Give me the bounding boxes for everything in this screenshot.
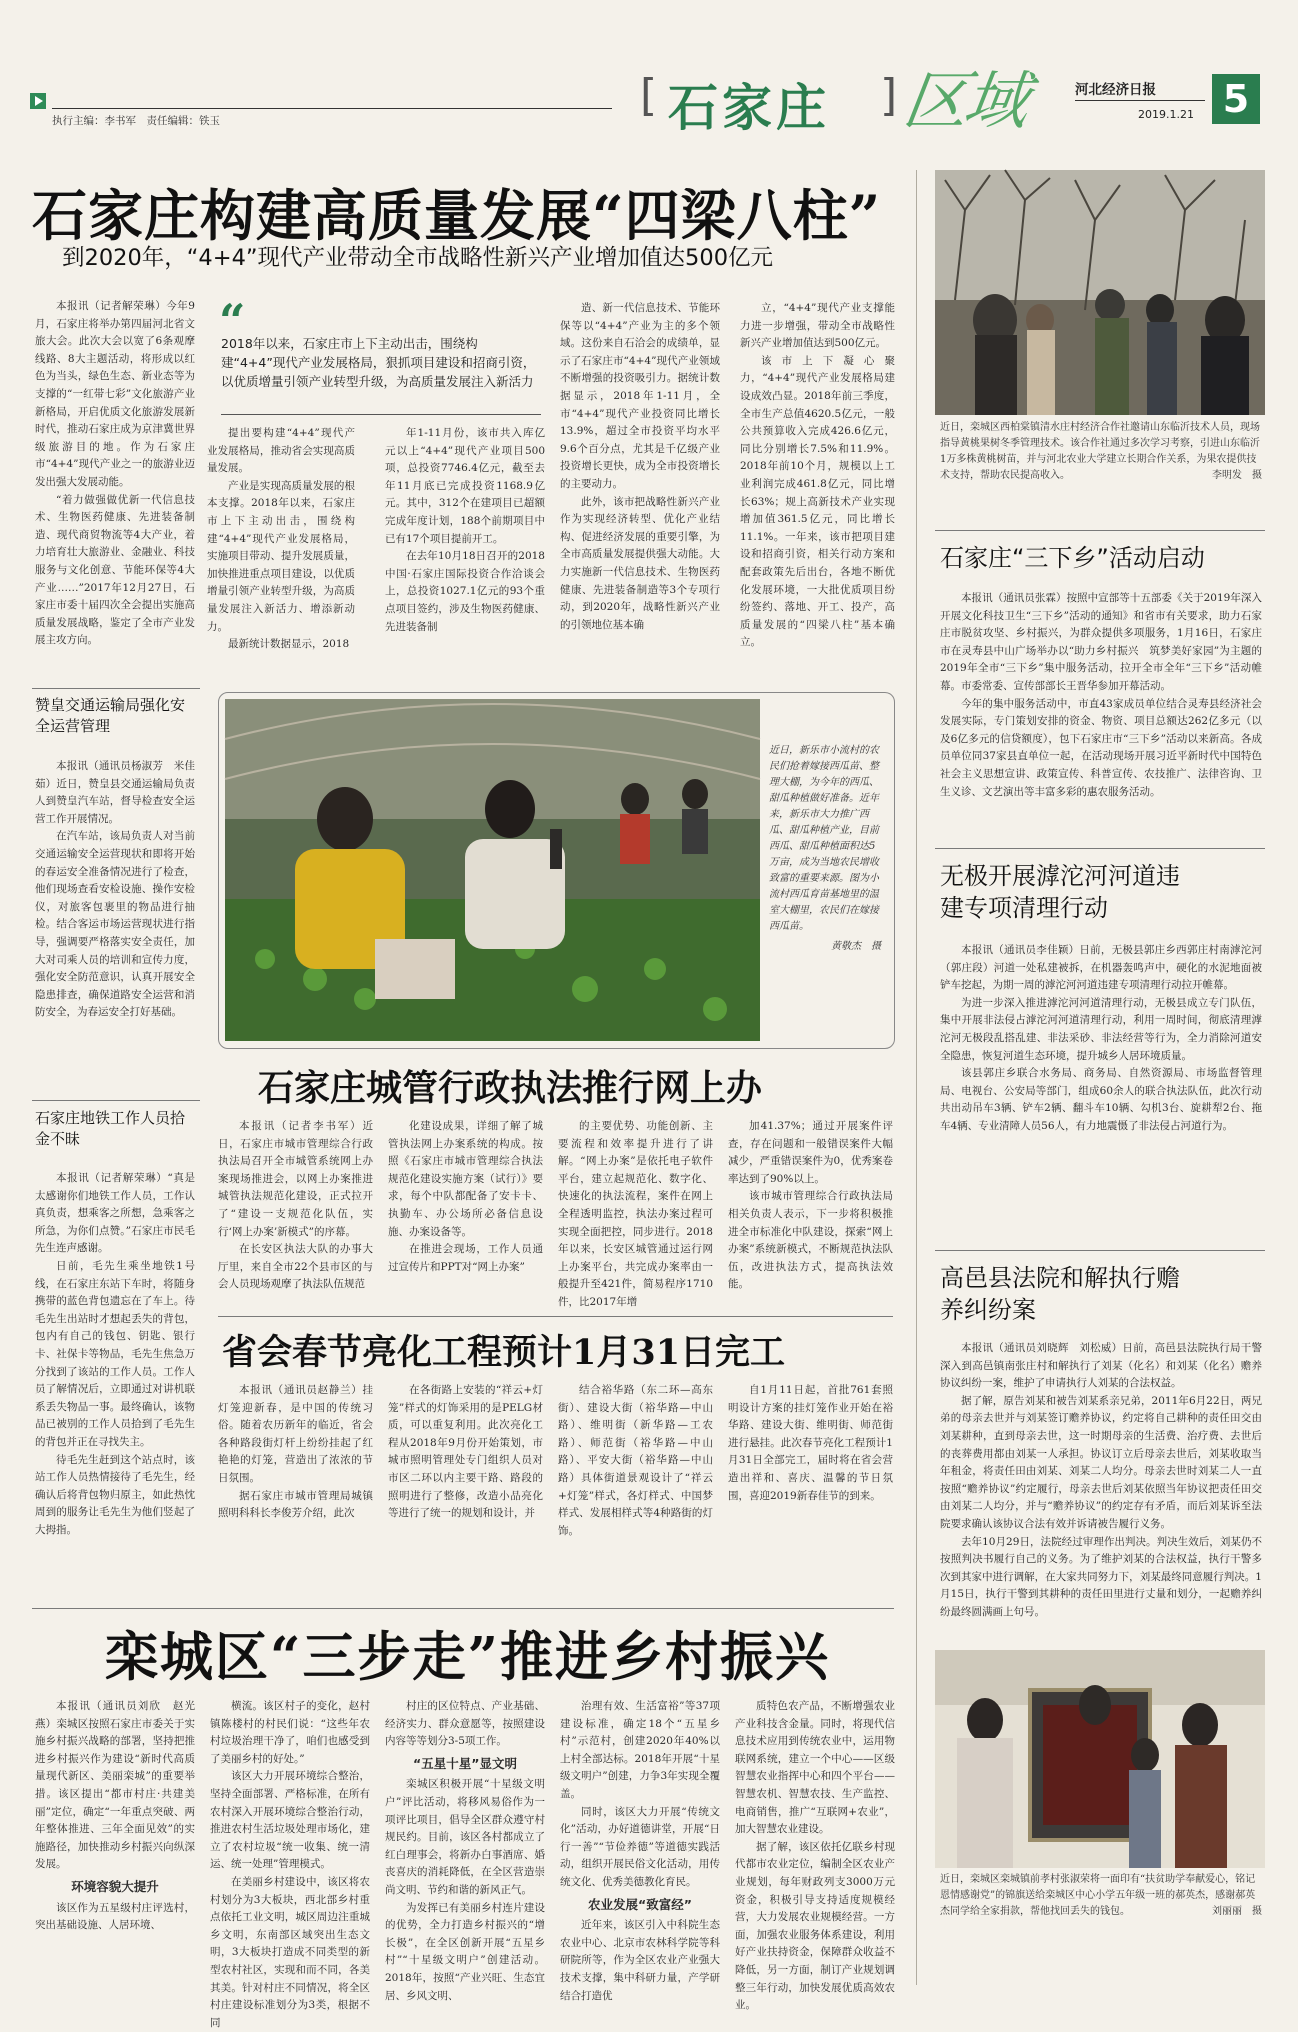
issue-date: 2019.1.21: [1138, 108, 1194, 121]
lead-col2-p3: 最新统计数据显示，2018: [228, 638, 350, 651]
luancheng-col1-p1: 本报讯（通讯员刘欣 赵光燕）栾城区按照石家庄市委关于实施乡村振兴战略的部署，坚持把推进乡村振兴作为建设“新时代高质量现代新区、美丽栾城”的重要举措。该区提出“都市村庄·共建美丽”定位，确定“一年重点突破、两年整体推进、三年全面见效”的实施路径，加快推动乡村振兴向纵深发展。: [35, 1700, 195, 1871]
lead-col3-p2: 在去年10月18日召开的2018中国·石家庄国际投资合作洽谈会上，总投资1027.1亿元的93个重点项目签约，涉及生物医药健康、先进装备制: [385, 550, 545, 633]
photo-peach-orchard: [935, 170, 1265, 415]
chengguan-col1-p1: 本报讯（记者李书军）近日，石家庄市城市管理综合行政执法局召开全市城管系统网上办案现场推进会，以网上办案推进城管执法规范化建设，正式拉开了“建设一支规范化队伍，实行‘网上办案’新模式”的序幕。: [218, 1120, 373, 1238]
sanxiaxiang-p1: 本报讯（通讯员张霖）按照中宣部等十五部委《关于2019年深入开展文化科技卫生“三下乡”活动的通知》和省市有关要求，助力石家庄市脱贫攻坚、乡村振兴，为群众提供多项服务，1月16日，石家庄市在灵寿县中山广场举办以“助力乡村振兴 筑梦美好家园”为主题的2019年全市“三下乡”集中服务活动，拉开全市全年“三下乡”活动帷幕。市委常委、宣传部部长王晋华参加开幕活动。: [940, 592, 1262, 692]
liangxiang-col4-p1: 自1月11日起，首批761套照明设计方案的挂灯笼作业开始在裕华路、建设大街、维明街、师范街进行悬挂。此次春节亮化工程预计1月31日全部完工，届时将在省会营造出祥和、喜庆、温馨的节日氛围，喜迎2019新春佳节的到来。: [728, 1384, 893, 1502]
chengguan-col1-p2: 在长安区执法大队的办事大厅里，来自全市22个县市区的与会人员现场观摩了执法队伍规范: [218, 1243, 373, 1291]
lead-col1-p2: “着力做强做优新一代信息技术、生物医药健康、先进装备制造、现代商贸物流等4大产业，着力培育壮大旅游业、金融业、科技服务与文化创意、节能环保等4大产业……”2017年12月27日，石家庄市委十届四次全会提出实施高质量发展战略，鉴定了全市产业发展主攻方向。: [35, 493, 195, 647]
lead-col-4: [560, 300, 720, 690]
greenhouse-caption: [769, 743, 881, 1033]
gaoyi-body: [940, 1340, 1262, 1640]
rule-vertical: [916, 170, 917, 1985]
chengguan-col-1: [218, 1118, 373, 1310]
paper-name: 河北经济日报: [1075, 82, 1156, 98]
jiaotong-headline: 赞皇交通运输局强化安全运营管理: [35, 696, 186, 735]
chengguan-headline: 石家庄城管行政执法推行网上办: [258, 1067, 763, 1109]
liangxiang-col-2: [388, 1382, 543, 1574]
luancheng-col3-p2: 栾城区积极开展“十星级文明户”评比活动，将移风易俗作为一项评比项目，倡导全区群众遵守村规民约。目前，该区各村都成立了红白理事会，将新办白事酒席、婚丧喜庆的消耗降低，在全区营造崇尚文明、节约和谐的新风正气。: [385, 1778, 545, 1896]
rule-right-1: [935, 530, 1265, 531]
quote-mark-icon: “: [219, 294, 246, 348]
liangxiang-col-1: [218, 1382, 373, 1574]
luancheng-col-4: [560, 1698, 720, 2002]
greenhouse-caption-text: 近日，新乐市小流村的农民们抢着嫁接西瓜苗、整理大棚，为今年的西瓜、甜瓜种植做好准备。近年来，新乐市大力推广西瓜、甜瓜种植产业，目前西瓜、甜瓜种植面积达5万亩，成为当地农民增收致富的重要来源。图为小流村西瓜育苗基地里的温室大棚里，农民们在嫁接西瓜苗。: [769, 745, 879, 932]
lead-col-1: [35, 298, 195, 690]
greenhouse-credit: 黄敬杰 摄: [831, 941, 881, 952]
photo-top-right-credit: 李明发 摄: [1212, 470, 1262, 481]
chengguan-col-4: [728, 1118, 893, 1310]
luancheng-col1-p2: 该区作为五星级村庄评选村，突出基础设施、人居环境、: [35, 1901, 195, 1932]
rule-left-2: [32, 1100, 200, 1101]
lead-col4-p1: 造、新一代信息技术、节能环保等以“4+4”产业为主的多个领域。这份来自石洽会的成绩单，显示了石家庄市“4+4”现代产业领域不断增强的投资吸引力。据统计数据显示，2018年1-11月，全市“4+4”现代产业投资同比增长13.9%，超过全市投资平均水平9.6个百分点，尤其是千亿级产业投资增长更快，成为全市投资增长的主要动力。: [560, 302, 720, 490]
page-number: 5: [1222, 77, 1250, 121]
luancheng-headline: 栾城区“三步走”推进乡村振兴: [105, 1626, 830, 1688]
chengguan-col4-p2: 该市城市管理综合行政执法局相关负责人表示，下一步将积极推进全市标准化中队建设，探索“网上办案”系统新模式，不断规范执法队伍，改进执法方式，提高执法效能。: [728, 1190, 893, 1291]
pullquote-rule: [221, 414, 541, 415]
chengguan-col3-p1: 的主要优势、功能创新、主要流程和效率提升进行了讲解。“网上办案”是依托电子软件平台，建立起规范化、数字化、快速化的执法流程，案件在网上全程透明监控，执法办案过程可实现全面把控，同步进行。2018年以来，长安区城管通过运行网上办案平台，共完成办案率由一般提升至421件，简易程序1710件，比2017年增: [558, 1120, 713, 1308]
lead-col5-p1: 立，“4+4”现代产业支撑能力进一步增强，带动全市战略性新兴产业增加值达到500亿元。: [740, 302, 895, 350]
ditie-p1: 本报讯（记者解荣琳）“真是太感谢你们地铁工作人员，工作认真负责，想乘客之所想，急乘客之所急，为你们点赞。”石家庄市民毛先生连声感谢。: [35, 1172, 195, 1255]
luancheng-col5-p2: 据了解，该区依托亿联乡村现代都市农业定位，编制全区农业产业规划，每年财政列支3000万元资金，积极引导支持适度规模经营，大力发展农业规模经营。一方面，加强农业服务体系建设，利用好产业扶持资金，保障群众收益不降低，另一方面，制订产业规划调整三年行动，加快发展优质高效农业。: [735, 1840, 895, 2012]
photo-bottom-right-caption: [940, 1872, 1262, 1982]
liangxiang-col1-p2: 据石家庄市城市管理局城镇照明科科长李俊芳介绍，此次: [218, 1489, 373, 1520]
lead-headline: 石家庄构建高质量发展“四梁八柱”: [32, 183, 882, 248]
luancheng-col-3: [385, 1698, 545, 2002]
rule-mid-1: [218, 1316, 893, 1317]
section-bracket-right: ]: [880, 70, 898, 121]
masthead-rule-right: [1075, 100, 1205, 101]
jiaotong-p1: 本报讯（通讯员杨淑芳 米佳茹）近日，赞皇县交通运输局负责人到赞皇汽车站，督导检查安全运营工作开展情况。: [35, 760, 195, 825]
pullquote-box: [207, 294, 547, 418]
lead-col-2: [207, 425, 355, 690]
sanxiaxiang-body: [940, 590, 1262, 835]
liangxiang-headline: 省会春节亮化工程预计1月31日完工: [222, 1332, 786, 1373]
gaoyi-p3: 去年10月29日，法院经过审理作出判决。判决生效后，刘某仍不按照判决书履行自己的义务。为了维护刘某的合法权益，执行干警多次到其家中进行调解，在大家共同努力下，刘某最终同意履行判决。1月15日，执行干警到其耕种的责任田里进行丈量和划分，一起赡养纠纷最终圆满画上句号。: [940, 1535, 1262, 1618]
gaoyi-p1: 本报讯（通讯员刘晓辉 刘松威）日前，高邑县法院执行局干警深入到高邑镇南张庄村和解执行了刘某（化名）和刘某（化名）赡养协议纠纷一案，维护了申请执行人刘某的合法权益。: [940, 1342, 1262, 1390]
luancheng-col2-p2: 该区大力开展环境综合整治，坚持全面部署、严格标准，在所有农村深入开展环境综合整治行动，推进农村生活垃圾处理市场化，建立了农村垃圾“统一收集、统一清运、统一处理”管理模式。: [210, 1770, 370, 1871]
section-name: 石家庄: [668, 79, 830, 137]
liangxiang-col2-p1: 在各街路上安装的“祥云+灯笼”样式的灯饰采用的是PELG材质，可以重复利用。此次亮化工程从2018年9月份开始策划，市城市照明管理处专门组织人员对市区二环以内主要干路、路段的照明进行了整修，改造小品亮化等进行了统一的规划和设计，并: [388, 1384, 543, 1520]
ditie-headline: 石家庄地铁工作人员拾金不昧: [35, 1109, 186, 1148]
lead-col4-p2: 此外，该市把战略性新兴产业作为实现经济转型、优化产业结构、促进经济发展的重要引擎，为全市高质量发展提供强大动能。大力实施新一代信息技术、生物医药健康、先进装备制造等3个专项行动，到2020年，战略性新兴产业的引领地位基本确: [560, 495, 720, 631]
liangxiang-col1-p1: 本报讯（通讯员赵静兰）挂灯笼迎新春，是中国的传统习俗。随着农历新年的临近，省会各种路段街灯杆上纷纷挂起了红艳艳的灯笼，营造出了浓浓的节日氛围。: [218, 1384, 373, 1484]
luancheng-col3-p3: 为发挥已有美丽乡村连片建设的优势，全力打造乡村振兴的“增长极”，在全区创新开展“五星乡村”“十星级文明户”创建活动。2018年，按照“产业兴旺、生态宜居、乡风文明、: [385, 1901, 545, 2002]
chengguan-col2-p2: 在推进会现场，工作人员通过宣传片和PPT对“网上办案”: [388, 1243, 543, 1273]
greenhouse-frame: [218, 692, 895, 1049]
wuji-p3: 该县郭庄乡联合水务局、商务局、自然资源局、市场监督管理局、电视台、公安局等部门，组成60余人的联合执法队伍，此次行动共出动吊车3辆、铲车2辆、翻斗车10辆、勾机3台、旋耕犁2台、拖车4辆、专业清障人员56人，有力地震慑了非法侵占河道行为。: [940, 1067, 1262, 1132]
liangxiang-col-4: [728, 1382, 893, 1574]
wuji-p2: 为进一步深入推进滹沱河河道清理行动，无极县成立专门队伍，集中开展非法侵占滹沱河河道清理行动，利用一周时间，彻底清理滹沱河无极段乱搭乱建、非法采砂、非法经营等行为，全力消除河道安全隐患，恢复河道生态环境，提升城乡人居环境质量。: [940, 996, 1262, 1062]
luancheng-col4-p2: 同时，该区大力开展“传统文化”活动，办好道德讲堂，开展“日行一善”“节俭养德”等道德实践活动，组织开展民俗文化活动，用传统文化、优秀美德教化育民。: [560, 1805, 720, 1888]
lead-col5-p2: 该市上下凝心聚力，“4+4”现代产业发展格局建设成效凸显。2018年前三季度，全市生产总值4620.5亿元，一般公共预算收入完成426.6亿元，同比分别增长7.5%和11.9%。2018年前10个月，规模以上工业利润完成461.8亿元，同比增长63%；规上高新技术产业实现增加值361.5亿元，同比增长11.1%。一年来，该市把项目建设和招商引资，相关行动方案和配套政策先后出台，各地不断优化发展环境，一大批优质项目纷纷签约、落地、开工、投产，高质量发展的“四梁八柱”基本确立。: [740, 354, 895, 649]
wuji-p1: 本报讯（通讯员李佳颖）日前，无极县郭庄乡西郭庄村南滹沱河（郭庄段）河道一处私建被拆，在机器轰鸣声中，硬化的水泥地面被铲车挖起，为期一周的滹沱河河道违建专项清理行动拉开帷幕。: [940, 944, 1262, 992]
luancheng-col4-p3: 近年来，该区引入中科院生态农业中心、北京市农林科学院等科研院所等，作为全区农业产业强大技术支撑，集中科研力量，产学研结合打造优: [560, 1919, 720, 2002]
photo-top-right-caption-text: 近日，栾城区西柏棠镇清水庄村经济合作社邀请山东临沂技术人员，现场指导黄桃果树冬季管理技术。该合作社通过多次学习考察，引进山东临沂1万多株黄桃树苗，并与河北农业大学建立长期合作关系，为果农提供技术支持，帮助农民提高收入。: [940, 422, 1260, 481]
gaoyi-headline: 高邑县法院和解执行赡养纠纷案: [940, 1264, 1180, 1324]
luancheng-col-1: [35, 1698, 195, 1988]
wuji-headline: 无极开展滹沱河河道违建专项清理行动: [940, 862, 1180, 922]
lead-col-3: [385, 425, 545, 690]
chengguan-col4-p1: 加41.37%；通过开展案件评查，存在问题和一般错误案件大幅减少，严重错误案件为0，优秀案卷率达到了90%以上。: [728, 1120, 893, 1185]
liangxiang-col-3: [558, 1382, 713, 1574]
photo-banner-gift: [935, 1650, 1265, 1868]
lead-col2-p1: 提出要构建“4+4”现代产业发展格局，推动省会实现高质量发展。: [207, 427, 355, 475]
luancheng-col5-p1: 质特色农产品，不断增强农业产业科技含金量。同时，将现代信息技术应用到传统农业中，运用物联网系统，建立一个中心——区级智慧农业指挥中心和四个平台——智慧农机、智慧农技、生产监控、电商销售，推广“互联网+农业”，加大智慧农业建设。: [735, 1700, 895, 1836]
chengguan-col-3: [558, 1118, 713, 1310]
rule-left-1: [32, 688, 200, 689]
chengguan-col-2: [388, 1118, 543, 1310]
masthead: [0, 0, 1298, 139]
jiaotong-body: [35, 758, 195, 1093]
rule-right-2: [935, 848, 1265, 849]
photo-top-right-caption: [940, 420, 1262, 520]
sanxiaxiang-p2: 今年的集中服务活动中，市直43家成员单位结合灵寿县经济社会发展实际，专门策划安排的资金、物资、项目总额达262亿多元（以及6亿多元的信贷额度），包下石家庄市“三下乡”活动以来新高。各成员单位同37家县直单位一起，在活动现场开展习近平新时代中国特色社会主义思想宣讲、政策宣传、科普宣传、农技推广、法律咨询、卫生义诊、文艺演出等丰富多彩的惠农服务活动。: [940, 697, 1262, 798]
masthead-rule: [52, 108, 612, 109]
luancheng-subhead-2: “五星十星”显文明: [413, 1755, 517, 1771]
photo-bottom-right-credit: 刘丽丽 摄: [1212, 1906, 1262, 1917]
sanxiaxiang-headline: 石家庄“三下乡”活动启动: [940, 544, 1205, 572]
wuji-body: [940, 942, 1262, 1242]
lead-col-5: [740, 300, 895, 690]
luancheng-col3-p1: 村庄的区位特点、产业基础、经济实力、群众意愿等，按照建设内容等等划分3-5项工作。: [385, 1700, 545, 1748]
luancheng-col2-p3: 在美丽乡村建设中，该区将农村划分为3大板块，西北部乡村重点依托工业文明，城区周边注重城乡文明，东南部区域突出生态文明，3大板块打造成不同类型的新型农村社区，实现和而不同，各美其美。针对村庄不同情况，将全区村庄建设标准划分为3类，根据不同: [210, 1875, 370, 2029]
liangxiang-col3-p1: 结合裕华路（东二环—高东街）、建设大街（裕华路—中山路）、维明街（新华路—工农路）、师范街（裕华路—中山路）、平安大街（裕华路—中山路）具体街道景观设计了“祥云+灯笼”样式，各灯样式、中国梦样式、发展相样式等4种路街的灯饰。: [558, 1384, 713, 1537]
pullquote-text: 2018年以来，石家庄市上下主动出击，围绕构建“4+4”现代产业发展格局，狠抓项目建设和招商引资，以优质增量引领产业转型升级，为高质量发展注入新活力: [221, 336, 536, 389]
luancheng-subhead-3: 农业发展“致富经”: [588, 1896, 692, 1912]
luancheng-col4-p1: 治理有效、生活富裕”等37项建设标准，确定18个“五星乡村”示范村，创建2020年40%以上村全部达标。2018年开展“十星级文明户”创建，力争3年实现全覆盖。: [560, 1700, 720, 1800]
ditie-body: [35, 1170, 195, 1618]
region-mark: 区域: [898, 65, 1030, 139]
section-bracket-left: [: [640, 70, 658, 121]
luancheng-col2-p1: 横流。该区村子的变化，赵村镇陈楼村的村民们说：“这些年农村垃圾治理干净了，咱们也感受到了美丽乡村的好处。”: [210, 1700, 370, 1765]
page-number-box: [1212, 74, 1260, 124]
photo-bottom-right-caption-text: 近日，栾城区栾城镇前孝村张淑荣将一面印有“扶贫助学奉献爱心，铭记恩情感谢党”的锦旗送给栾城区中心小学五年级一班的郝英杰，感谢郝英杰同学给全家捐款，帮他找回丢失的钱包。: [940, 1874, 1256, 1917]
lead-col3-p1: 年1-11月份，该市共入库亿元以上“4+4”现代产业项目500项，总投资7746.4亿元，截至去年11月底已完成投资1168.9亿元。其中，312个在建项目已超额完成年度计划，188个前期项目中已有17个项目提前开工。: [385, 427, 545, 545]
lead-col1-p1: 本报讯（记者解荣琳）今年9月，石家庄将举办第四届河北省文旅大会。此次大会以宽了6条观摩线路、8大主题活动，将形成以红色为当头，绿色生态、新业态等为支撑的“一红带七彩”文化旅游产业新格局，开启优质文化旅游发展新时代，推动石家庄成为京津冀世界级旅游目的地。作为石家庄市“4+4”现代产业之一的旅游业迈发出强大发展动能。: [35, 300, 195, 488]
lead-subheadline: 到2020年，“4+4”现代产业带动全市战略性新兴产业增加值达500亿元: [62, 245, 774, 271]
luancheng-col-2: [210, 1698, 370, 2029]
editors-line: 执行主编：李书军 责任编辑：铁玉: [52, 115, 220, 127]
ditie-p3: 待毛先生赶到这个站点时，该站工作人员热情接待了毛先生，经确认后将背包物归原主，如此热忱周到的服务让毛先生为他们竖起了大拇指。: [35, 1453, 195, 1536]
luancheng-subhead-1: 环境容貌大提升: [71, 1878, 159, 1894]
luancheng-col-5: [735, 1698, 895, 2012]
gaoyi-p2: 据了解，原告刘某和被告刘某系亲兄弟，2011年6月22日，两兄弟的母亲去世并与刘某签订赡养协议，约定将自己耕种的责任田交由刘某耕种，直到母亲去世，这一时期母亲的生活费、治疗费、去世后的丧葬费用都由刘某一人承担。协议订立后母亲去世后，刘某收取当年租金，将责任田由刘某、刘某二人均分。母亲去世时刘某二人一直按照“赡养协议”约定履行，母亲去世后刘某依照当年协议把责任田交由刘某二人均分，并与“赡养协议”的约定存有矛盾，而后刘某诉至法院要求确认该协议合法有效并诉请被告履行义务。: [940, 1394, 1262, 1530]
rule-right-3: [935, 1250, 1265, 1251]
play-icon: [30, 93, 46, 109]
ditie-p2: 日前，毛先生乘坐地铁1号线，在石家庄东站下车时，将随身携带的蓝色背包遗忘在了车上。待毛先生出站时才想起丢失的背包，包内有自己的钱包、钥匙、银行卡、社保卡等物品，毛先生焦急万分找到了该站的工作人员。工作人员了解情况后，立即通过对讲机联系丢失物品一事。最终确认，该物品已被别的工作人员拾到了毛先生的背包并正在寻找失主。: [35, 1259, 195, 1448]
rule-mid-2: [32, 1608, 894, 1609]
chengguan-col2-p1: 化建设成果，详细了解了城管执法网上办案系统的构成。按照《石家庄市城市管理综合执法规范化建设实施方案（试行）》要求，每个中队都配备了安卡卡、执勤车、办公场所必备信息设施、办案设备等。: [388, 1120, 543, 1238]
photo-greenhouse: [225, 699, 760, 1041]
lead-col2-p2: 产业是实现高质量发展的根本支撑。2018年以来，石家庄市上下主动出击，围绕构建“4+4”现代产业发展格局，实施项目带动、提升发展质量，加快推进重点项目建设，以优质增量引领产业转型升级，为高质量发展注入新活力、增添新动力。: [207, 479, 355, 633]
jiaotong-p2: 在汽车站，该局负责人对当前交通运输安全运营现状和即将开始的春运安全准备情况进行了检查，他们现场查看安检设施、操作安检仪，对旅客包裹里的物品进行抽检。结合客运市场运营现状进行指导，强调要严格落实安全责任，加大对司乘人员的培训和宣传力度，强化安全防范意识，认真开展安全隐患排查，确保道路安全运营和消防安全，为春运安全打好基础。: [35, 830, 195, 1019]
